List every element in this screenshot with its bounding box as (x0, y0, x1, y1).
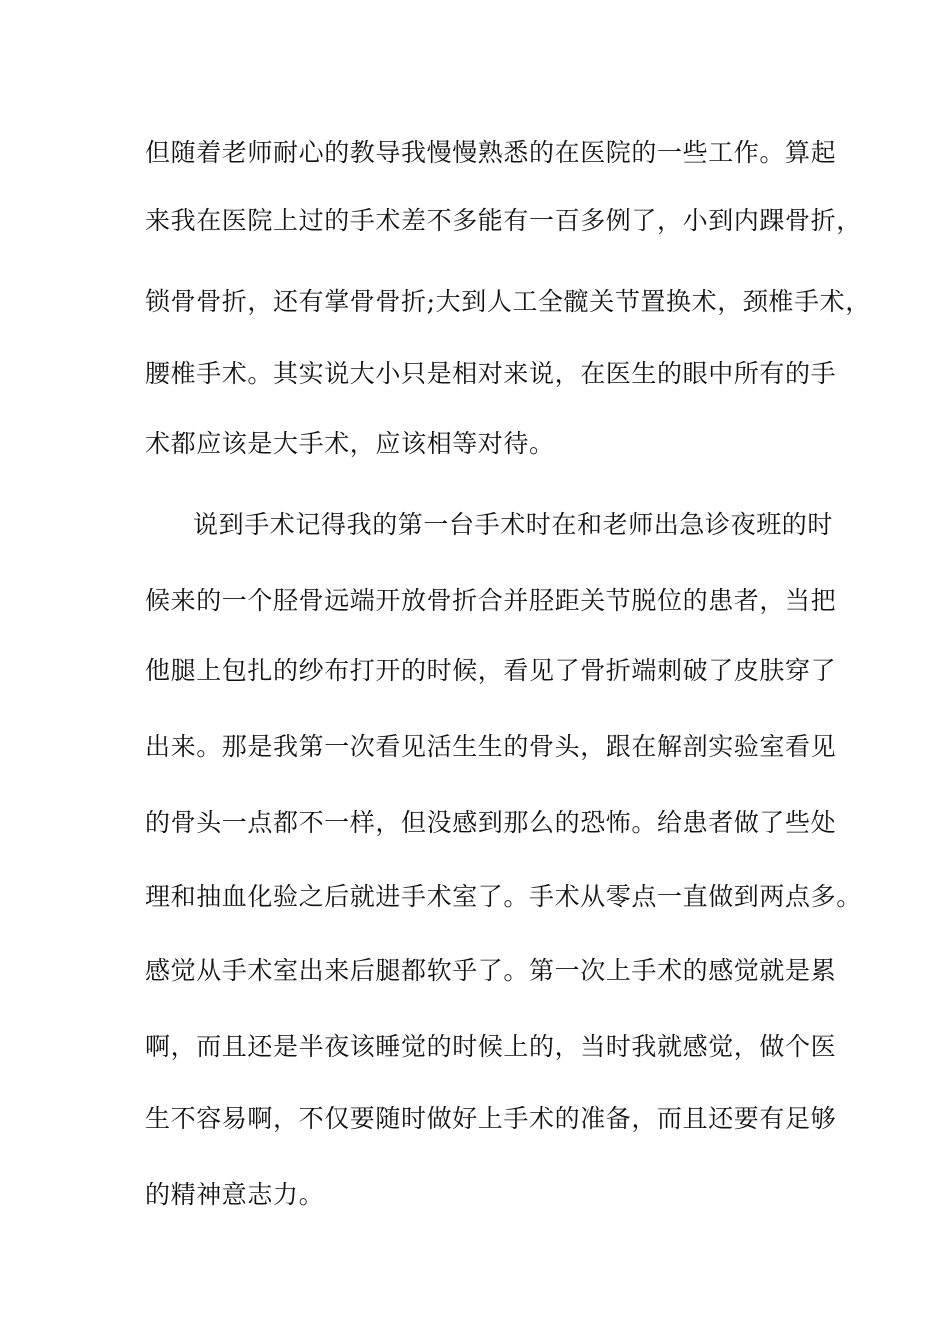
paragraph-1-line-1: 但随着老师耐心的教导我慢慢熟悉的在医院的一些工作。算起 (145, 138, 837, 167)
paragraph-1-line-5: 术都应该是大手术，应该相等对待。 (145, 429, 555, 458)
paragraph-2-line-2: 候来的一个胫骨远端开放骨折合并胫距关节脱位的患者，当把 (145, 586, 837, 615)
paragraph-2-line-9: 生不容易啊，不仅要随时做好上手术的准备，而且还要有足够 (145, 1104, 837, 1133)
paragraph-1-line-4: 腰椎手术。其实说大小只是相对来说，在医生的眼中所有的手 (145, 359, 837, 388)
paragraph-2-line-8: 啊，而且还是半夜该睡觉的时候上的，当时我就感觉，做个医 (145, 1032, 837, 1061)
paragraph-1-line-2: 来我在医院上过的手术差不多能有一百多例了，小到内踝骨折， (145, 206, 862, 235)
paragraph-2-line-6: 理和抽血化验之后就进手术室了。手术从零点一直做到两点多。 (145, 882, 862, 911)
paragraph-2-line-4: 出来。那是我第一次看见活生生的骨头，跟在解剖实验室看见 (145, 732, 837, 761)
paragraph-2-line-7: 感觉从手术室出来后腿都软乎了。第一次上手术的感觉就是累 (145, 956, 837, 985)
paragraph-1-line-3: 锁骨骨折，还有掌骨骨折;大到人工全髋关节置换术，颈椎手术， (145, 287, 871, 316)
paragraph-2-line-5: 的骨头一点都不一样，但没感到那么的恐怖。给患者做了些处 (145, 808, 837, 837)
paragraph-2-line-10: 的精神意志力。 (145, 1180, 325, 1209)
paragraph-2-line-3: 他腿上包扎的纱布打开的时候，看见了骨折端刺破了皮肤穿了 (145, 656, 837, 685)
paragraph-2-line-1: 说到手术记得我的第一台手术时在和老师出急诊夜班的时 (193, 510, 834, 539)
